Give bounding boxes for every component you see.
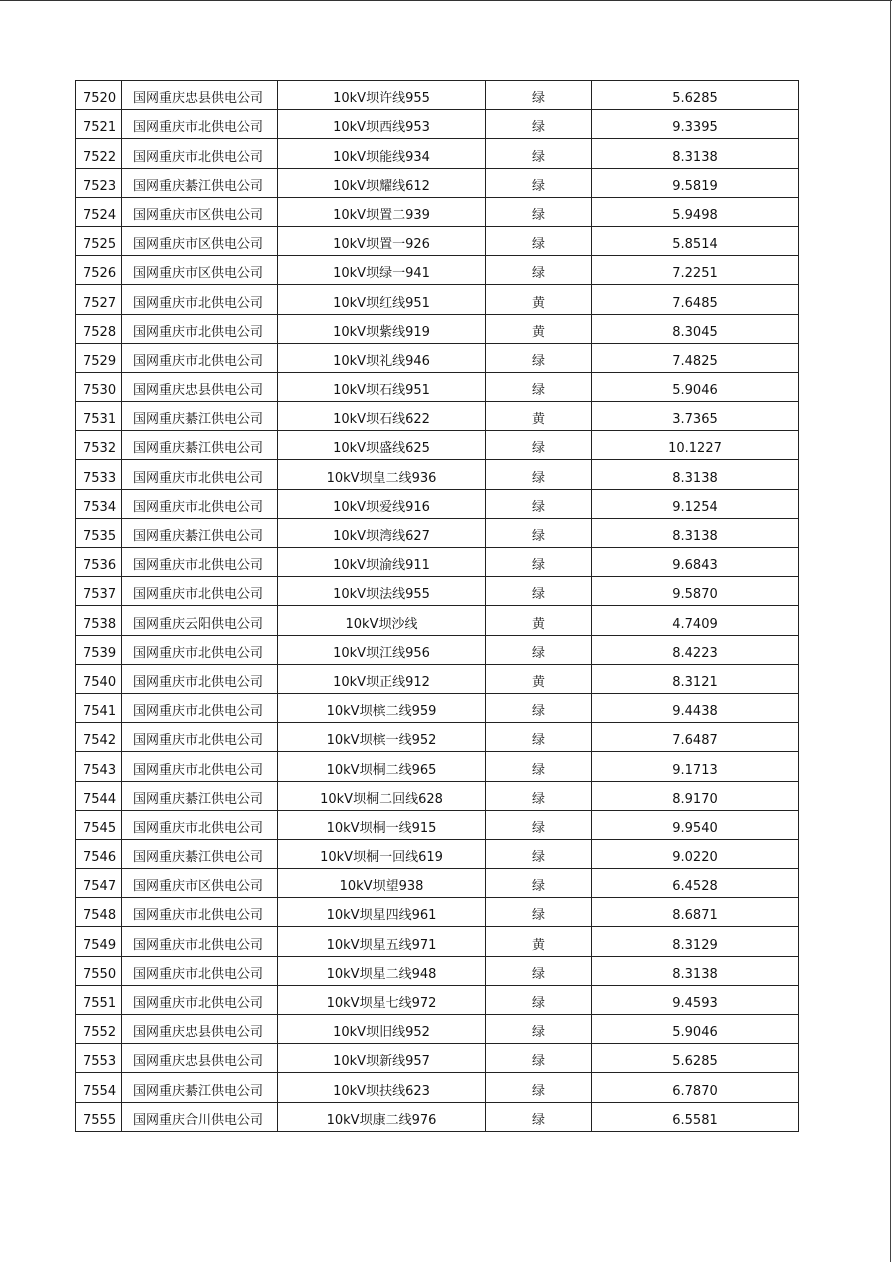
value-cell: 9.1254 — [592, 489, 799, 518]
company-cell: 国网重庆市北供电公司 — [122, 985, 278, 1014]
company-cell: 国网重庆市北供电公司 — [122, 343, 278, 372]
value-cell: 10.1227 — [592, 431, 799, 460]
table-row — [76, 256, 799, 285]
table-row — [76, 489, 799, 518]
row-id-cell: 7538 — [76, 606, 122, 635]
value-cell: 9.1713 — [592, 752, 799, 781]
table-row — [76, 168, 799, 197]
row-id-cell: 7551 — [76, 985, 122, 1014]
value-cell: 8.3129 — [592, 927, 799, 956]
status-color-cell: 黄 — [486, 285, 592, 314]
status-color-cell: 绿 — [486, 548, 592, 577]
line-name-cell: 10kV坝渝线911 — [278, 548, 486, 577]
table-row — [76, 985, 799, 1014]
company-cell: 国网重庆市北供电公司 — [122, 577, 278, 606]
line-name-cell: 10kV坝紫线919 — [278, 314, 486, 343]
table-row — [76, 81, 799, 110]
line-name-cell: 10kV坝桐二回线628 — [278, 781, 486, 810]
line-name-cell: 10kV坝置二939 — [278, 197, 486, 226]
status-color-cell: 绿 — [486, 518, 592, 547]
company-cell: 国网重庆綦江供电公司 — [122, 431, 278, 460]
line-name-cell: 10kV坝绿一941 — [278, 256, 486, 285]
status-color-cell: 绿 — [486, 839, 592, 868]
row-id-cell: 7526 — [76, 256, 122, 285]
line-name-cell: 10kV坝星五线971 — [278, 927, 486, 956]
company-cell: 国网重庆綦江供电公司 — [122, 402, 278, 431]
status-color-cell: 绿 — [486, 197, 592, 226]
table-row — [76, 577, 799, 606]
table-row — [76, 548, 799, 577]
line-name-cell: 10kV坝能线934 — [278, 139, 486, 168]
line-name-cell: 10kV坝星七线972 — [278, 985, 486, 1014]
value-cell: 3.7365 — [592, 402, 799, 431]
value-cell: 9.0220 — [592, 839, 799, 868]
table-row — [76, 1073, 799, 1102]
line-name-cell: 10kV坝桐一回线619 — [278, 839, 486, 868]
company-cell: 国网重庆綦江供电公司 — [122, 1073, 278, 1102]
page-right-border — [890, 0, 891, 1262]
row-id-cell: 7543 — [76, 752, 122, 781]
table-row — [76, 1102, 799, 1131]
company-cell: 国网重庆市北供电公司 — [122, 314, 278, 343]
status-color-cell: 绿 — [486, 869, 592, 898]
table-row — [76, 869, 799, 898]
status-color-cell: 绿 — [486, 81, 592, 110]
value-cell: 6.7870 — [592, 1073, 799, 1102]
line-name-cell: 10kV坝耀线612 — [278, 168, 486, 197]
status-color-cell: 绿 — [486, 1015, 592, 1044]
status-color-cell: 绿 — [486, 256, 592, 285]
value-cell: 8.3138 — [592, 460, 799, 489]
line-name-cell: 10kV坝新线957 — [278, 1044, 486, 1073]
table-row — [76, 1044, 799, 1073]
value-cell: 6.4528 — [592, 869, 799, 898]
value-cell: 8.9170 — [592, 781, 799, 810]
value-cell: 8.3138 — [592, 139, 799, 168]
company-cell: 国网重庆市区供电公司 — [122, 869, 278, 898]
line-name-cell: 10kV坝盛线625 — [278, 431, 486, 460]
table-row — [76, 372, 799, 401]
status-color-cell: 绿 — [486, 635, 592, 664]
row-id-cell: 7534 — [76, 489, 122, 518]
line-name-cell: 10kV坝石线622 — [278, 402, 486, 431]
row-id-cell: 7552 — [76, 1015, 122, 1044]
table-row — [76, 839, 799, 868]
line-name-cell: 10kV坝法线955 — [278, 577, 486, 606]
table-row — [76, 810, 799, 839]
row-id-cell: 7522 — [76, 139, 122, 168]
company-cell: 国网重庆市北供电公司 — [122, 898, 278, 927]
table-row — [76, 956, 799, 985]
value-cell: 7.4825 — [592, 343, 799, 372]
company-cell: 国网重庆市北供电公司 — [122, 460, 278, 489]
row-id-cell: 7524 — [76, 197, 122, 226]
value-cell: 9.4593 — [592, 985, 799, 1014]
company-cell: 国网重庆綦江供电公司 — [122, 518, 278, 547]
value-cell: 9.6843 — [592, 548, 799, 577]
status-color-cell: 绿 — [486, 577, 592, 606]
status-color-cell: 绿 — [486, 752, 592, 781]
value-cell: 5.9046 — [592, 1015, 799, 1044]
status-color-cell: 绿 — [486, 343, 592, 372]
company-cell: 国网重庆綦江供电公司 — [122, 168, 278, 197]
table-row — [76, 664, 799, 693]
table-row — [76, 752, 799, 781]
line-name-cell: 10kV坝桐二线965 — [278, 752, 486, 781]
row-id-cell: 7540 — [76, 664, 122, 693]
company-cell: 国网重庆忠县供电公司 — [122, 81, 278, 110]
status-color-cell: 绿 — [486, 168, 592, 197]
company-cell: 国网重庆市北供电公司 — [122, 956, 278, 985]
company-cell: 国网重庆市北供电公司 — [122, 139, 278, 168]
value-cell: 8.3138 — [592, 956, 799, 985]
company-cell: 国网重庆市北供电公司 — [122, 664, 278, 693]
status-color-cell: 绿 — [486, 723, 592, 752]
line-name-cell: 10kV坝礼线946 — [278, 343, 486, 372]
value-cell: 7.6485 — [592, 285, 799, 314]
table-body — [76, 81, 799, 1132]
table-row — [76, 197, 799, 226]
value-cell: 9.9540 — [592, 810, 799, 839]
row-id-cell: 7531 — [76, 402, 122, 431]
row-id-cell: 7544 — [76, 781, 122, 810]
table-row — [76, 460, 799, 489]
row-id-cell: 7546 — [76, 839, 122, 868]
page-top-border — [0, 0, 892, 1]
company-cell: 国网重庆市北供电公司 — [122, 693, 278, 722]
status-color-cell: 绿 — [486, 489, 592, 518]
table-row — [76, 314, 799, 343]
value-cell: 5.9498 — [592, 197, 799, 226]
row-id-cell: 7541 — [76, 693, 122, 722]
table-row — [76, 723, 799, 752]
row-id-cell: 7527 — [76, 285, 122, 314]
row-id-cell: 7548 — [76, 898, 122, 927]
value-cell: 7.6487 — [592, 723, 799, 752]
row-id-cell: 7529 — [76, 343, 122, 372]
value-cell: 8.3138 — [592, 518, 799, 547]
status-color-cell: 绿 — [486, 431, 592, 460]
company-cell: 国网重庆云阳供电公司 — [122, 606, 278, 635]
status-color-cell: 绿 — [486, 226, 592, 255]
row-id-cell: 7555 — [76, 1102, 122, 1131]
company-cell: 国网重庆市北供电公司 — [122, 810, 278, 839]
company-cell: 国网重庆市北供电公司 — [122, 548, 278, 577]
status-color-cell: 绿 — [486, 693, 592, 722]
line-name-cell: 10kV坝江线956 — [278, 635, 486, 664]
status-color-cell: 黄 — [486, 664, 592, 693]
row-id-cell: 7525 — [76, 226, 122, 255]
line-name-cell: 10kV坝爱线916 — [278, 489, 486, 518]
company-cell: 国网重庆市区供电公司 — [122, 256, 278, 285]
company-cell: 国网重庆忠县供电公司 — [122, 1044, 278, 1073]
table-row — [76, 635, 799, 664]
row-id-cell: 7542 — [76, 723, 122, 752]
table-row — [76, 343, 799, 372]
status-color-cell: 绿 — [486, 956, 592, 985]
value-cell: 5.8514 — [592, 226, 799, 255]
status-color-cell: 绿 — [486, 139, 592, 168]
company-cell: 国网重庆綦江供电公司 — [122, 839, 278, 868]
row-id-cell: 7537 — [76, 577, 122, 606]
row-id-cell: 7539 — [76, 635, 122, 664]
row-id-cell: 7530 — [76, 372, 122, 401]
table-row — [76, 285, 799, 314]
line-name-cell: 10kV坝扶线623 — [278, 1073, 486, 1102]
line-name-cell: 10kV坝置一926 — [278, 226, 486, 255]
status-color-cell: 绿 — [486, 110, 592, 139]
row-id-cell: 7545 — [76, 810, 122, 839]
value-cell: 9.5870 — [592, 577, 799, 606]
line-name-cell: 10kV坝星二线948 — [278, 956, 486, 985]
row-id-cell: 7547 — [76, 869, 122, 898]
status-color-cell: 黄 — [486, 927, 592, 956]
table-row — [76, 781, 799, 810]
line-name-cell: 10kV坝红线951 — [278, 285, 486, 314]
row-id-cell: 7528 — [76, 314, 122, 343]
row-id-cell: 7553 — [76, 1044, 122, 1073]
value-cell: 8.6871 — [592, 898, 799, 927]
table-row — [76, 431, 799, 460]
line-name-cell: 10kV坝望938 — [278, 869, 486, 898]
line-name-cell: 10kV坝石线951 — [278, 372, 486, 401]
company-cell: 国网重庆市北供电公司 — [122, 489, 278, 518]
table-row — [76, 402, 799, 431]
row-id-cell: 7521 — [76, 110, 122, 139]
value-cell: 6.5581 — [592, 1102, 799, 1131]
status-color-cell: 绿 — [486, 1073, 592, 1102]
status-color-cell: 绿 — [486, 781, 592, 810]
status-color-cell: 绿 — [486, 898, 592, 927]
table-row — [76, 139, 799, 168]
row-id-cell: 7533 — [76, 460, 122, 489]
line-name-cell: 10kV坝沙线 — [278, 606, 486, 635]
value-cell: 4.7409 — [592, 606, 799, 635]
row-id-cell: 7535 — [76, 518, 122, 547]
line-name-cell: 10kV坝西线953 — [278, 110, 486, 139]
row-id-cell: 7549 — [76, 927, 122, 956]
status-color-cell: 绿 — [486, 460, 592, 489]
line-name-cell: 10kV坝许线955 — [278, 81, 486, 110]
value-cell: 9.5819 — [592, 168, 799, 197]
table-row — [76, 110, 799, 139]
company-cell: 国网重庆市北供电公司 — [122, 285, 278, 314]
value-cell: 5.6285 — [592, 1044, 799, 1073]
line-name-cell: 10kV坝正线912 — [278, 664, 486, 693]
table-row — [76, 226, 799, 255]
line-name-cell: 10kV坝湾线627 — [278, 518, 486, 547]
status-color-cell: 黄 — [486, 402, 592, 431]
row-id-cell: 7550 — [76, 956, 122, 985]
company-cell: 国网重庆市北供电公司 — [122, 110, 278, 139]
value-cell: 8.4223 — [592, 635, 799, 664]
company-cell: 国网重庆市区供电公司 — [122, 197, 278, 226]
table-row — [76, 898, 799, 927]
line-name-cell: 10kV坝槟二线959 — [278, 693, 486, 722]
company-cell: 国网重庆忠县供电公司 — [122, 372, 278, 401]
line-name-cell: 10kV坝旧线952 — [278, 1015, 486, 1044]
status-color-cell: 绿 — [486, 1102, 592, 1131]
table-row — [76, 518, 799, 547]
line-name-cell: 10kV坝康二线976 — [278, 1102, 486, 1131]
company-cell: 国网重庆綦江供电公司 — [122, 781, 278, 810]
value-cell: 8.3121 — [592, 664, 799, 693]
company-cell: 国网重庆市北供电公司 — [122, 723, 278, 752]
row-id-cell: 7523 — [76, 168, 122, 197]
table-row — [76, 927, 799, 956]
row-id-cell: 7536 — [76, 548, 122, 577]
table-row — [76, 1015, 799, 1044]
line-name-cell: 10kV坝桐一线915 — [278, 810, 486, 839]
status-color-cell: 绿 — [486, 985, 592, 1014]
status-color-cell: 黄 — [486, 606, 592, 635]
value-cell: 5.9046 — [592, 372, 799, 401]
value-cell: 5.6285 — [592, 81, 799, 110]
value-cell: 7.2251 — [592, 256, 799, 285]
table-row — [76, 606, 799, 635]
line-name-cell: 10kV坝星四线961 — [278, 898, 486, 927]
line-data-table — [75, 80, 799, 1132]
value-cell: 9.3395 — [592, 110, 799, 139]
status-color-cell: 绿 — [486, 1044, 592, 1073]
company-cell: 国网重庆合川供电公司 — [122, 1102, 278, 1131]
company-cell: 国网重庆忠县供电公司 — [122, 1015, 278, 1044]
value-cell: 8.3045 — [592, 314, 799, 343]
row-id-cell: 7532 — [76, 431, 122, 460]
company-cell: 国网重庆市北供电公司 — [122, 752, 278, 781]
company-cell: 国网重庆市区供电公司 — [122, 226, 278, 255]
row-id-cell: 7554 — [76, 1073, 122, 1102]
table-row — [76, 693, 799, 722]
line-name-cell: 10kV坝槟一线952 — [278, 723, 486, 752]
status-color-cell: 绿 — [486, 810, 592, 839]
status-color-cell: 黄 — [486, 314, 592, 343]
company-cell: 国网重庆市北供电公司 — [122, 635, 278, 664]
value-cell: 9.4438 — [592, 693, 799, 722]
line-name-cell: 10kV坝皇二线936 — [278, 460, 486, 489]
status-color-cell: 绿 — [486, 372, 592, 401]
company-cell: 国网重庆市北供电公司 — [122, 927, 278, 956]
row-id-cell: 7520 — [76, 81, 122, 110]
